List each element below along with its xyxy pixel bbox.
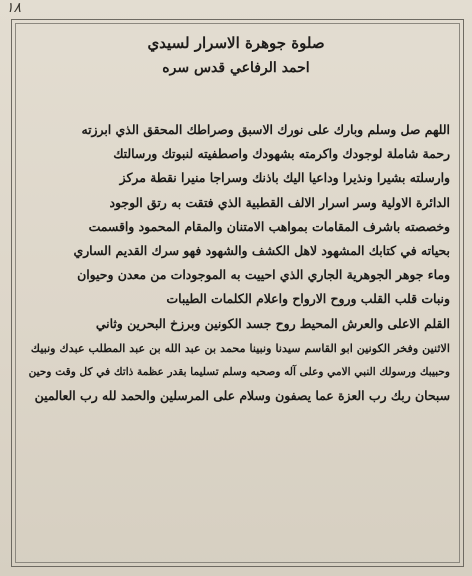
- text-line: رحمة شاملة لوجودك واكرمته بشهودك واصطفيته لنبوتك ورسالتك: [113, 146, 450, 162]
- text-line: الاثنين وفخر الكونين ابو القاسم سيدنا ونبينا محمد بن عبد الله بن عبد المطلب عبدك ونبيك: [30, 340, 450, 355]
- text-line: ونبات قلب القلب وروح الارواح واعلام الكلمات الطيبات: [166, 291, 450, 307]
- text-line: وماء جوهر الجوهرية الجاري الذي احييت به الموجودات من معدن وحيوان: [77, 267, 450, 283]
- text-line: القلم الاعلى والعرش المحيط روح جسد الكونين وبرزخ البحرين وثاني: [95, 315, 450, 331]
- text-line: بحياته في كتابك المشهود لاهل الكشف والشهود فهو سرك القديم الساري: [73, 242, 450, 258]
- text-line: وحبيبك ورسولك النبي الامي وعلى آله وصحبه وسلم تسليما بقدر عظمة ذاتك في كل وقت وحين: [28, 365, 450, 378]
- text-line: اللهم صل وسلم وبارك على نورك الاسبق وصراطك المحقق الذي ابرزته: [81, 122, 450, 137]
- prayer-body: [26, 118, 450, 408]
- prayer-title: صلوة جوهرة الاسرار لسيدي: [147, 34, 325, 52]
- page-number: ١٨: [6, 0, 22, 16]
- text-line: سبحان ربك رب العزة عما يصفون وسلام على المرسلين والحمد لله رب العالمين: [34, 388, 450, 404]
- text-line: الدائرة الاولية وسر اسرار الالف القطبية الذي فتقت به رتق الوجود: [109, 194, 450, 210]
- text-line: وخصصته باشرف المقامات بمواهب الامتنان والمقام المحمود واقسمت: [88, 218, 450, 234]
- prayer-author: احمد الرفاعي قدس سره: [162, 60, 310, 76]
- text-line: وارسلته بشيرا ونذيرا وداعيا اليك باذنك وسراجا منيرا نقطة مركز: [119, 170, 450, 186]
